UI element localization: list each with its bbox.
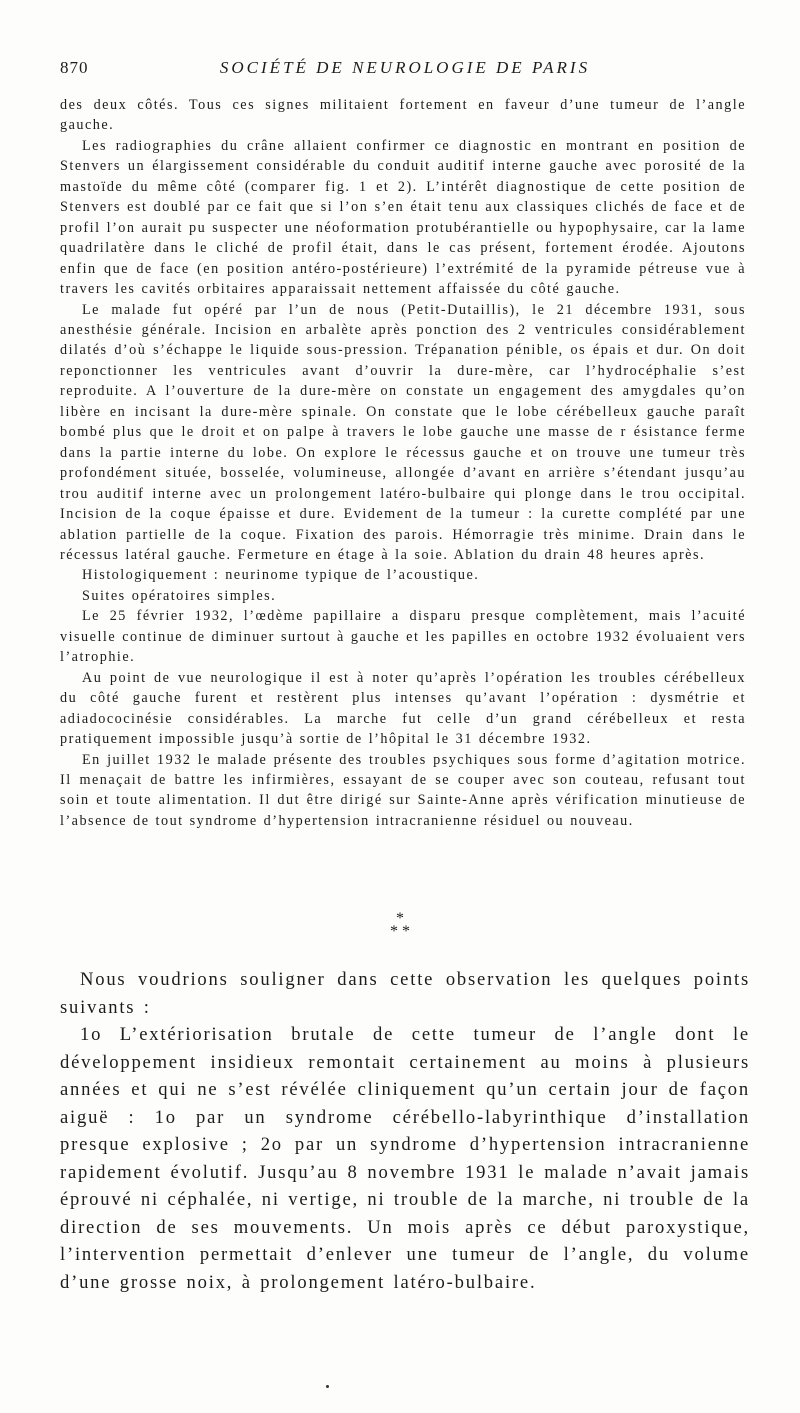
paragraph-intro: Nous voudrions souligner dans cette observation les quelques points suivants : <box>60 969 750 1018</box>
paragraph-operation: Le malade fut opéré par l’un de nous (Petit-Dutaillis), le 21 décembre 1931, sous anesthésie générale. Incision en arbalète après ponction des 2 ventricules considérablement dilatés d’où s’échappe le liquide sous-pression. Trépanation pénible, os épais et dur. On doit reponctionner les ventricules avant d’ouvrir la dure-mère, car l’hydrocéphalie s’est reproduite. A l’ouverture de la dure-mère on constate un engagement des amygdales qu’on libère en incisant la dure-mère spinale. On constate que le lobe cérébelleux gauche paraît bombé plus que le droit et on palpe à travers le lobe gauche une masse de r ésistance ferme dans la partie interne du lobe. On explore le récessus gauche et on trouve une tumeur très profondément située, bosselée, volumineuse, allongée d’avant en arrière s’étendant jusqu’au trou auditif interne avec un prolongement latéro-bulbaire qui plonge dans le trou occipital. Incision de la coque épaisse et dure. Evidement de la tumeur : la curette complété par une ablation partielle de la coque. Fixation des parois. Hémorragie très minime. Drain dans le récessus latéral gauche. Fermeture en étage à la soie. Ablation du drain 48 heures après. <box>60 301 746 563</box>
print-speck <box>326 1385 329 1388</box>
running-head <box>60 58 750 82</box>
page-number: 870 <box>60 58 89 77</box>
paragraph-february: Le 25 février 1932, l’œdème papillaire a disparu presque complètement, mais l’acuité visuelle continue de diminuer surtout à gauche et les papilles en octobre 1932 évoluaient vers l’atrophie. <box>60 608 746 666</box>
section-separator <box>370 912 430 938</box>
paragraph-continuation: des deux côtés. Tous ces signes militaient fortement en faveur d’une tumeur de l’angle gauche. <box>60 97 746 134</box>
separator-bottom-stars: * * <box>390 923 410 940</box>
case-observation <box>60 95 746 831</box>
separator-top-star: * <box>396 910 404 927</box>
paragraph-histology: Histologiquement : neurinome typique de l’acoustique. <box>82 567 480 584</box>
paragraph-neurological: Au point de vue neurologique il est à noter qu’après l’opération les troubles cérébelleux du côté gauche furent et restèrent plus intenses qu’avant l’opération : dysmétrie et adiadococinésie considérables. La marche fut celle d’un grand cérébelleux et resta pratiquement impossible jusqu’à sortie de l’hôpital le 31 décembre 1932. <box>60 669 746 748</box>
paragraph-july: En juillet 1932 le malade présente des troubles psychiques sous forme d’agitation motrice. Il menaçait de battre les infirmières, essayant de se couper avec son couteau, refusant tout soin et toute alimentation. Il dut être dirigé sur Sainte-Anne après vérification minutieuse de l’absence de tout syndrome d’hypertension intracranienne résiduel ou nouveau. <box>60 751 746 829</box>
discussion <box>60 966 750 1296</box>
journal-title: SOCIÉTÉ DE NEUROLOGIE DE PARIS <box>219 58 591 77</box>
paragraph-radiographies: Les radiographies du crâne allaient confirmer ce diagnostic en montrant en position de Stenvers un élargissement considérable du conduit auditif interne gauche avec porosité de la mastoïde du même côté (comparer fig. 1 et 2). L’intérêt diagnostique de cette position de Stenvers est doublé par ce fait que si l’on s’en était tenu aux classiques clichés de face et de profil l’on aurait pu suspecter une néoformation protubérantielle ou hypophysaire, car la lame quadrilatère dans le cliché de profil était, dans le cas présent, fortement érodée. Ajoutons enfin que de face (en position antéro-postérieure) l’extrémité de la pyramide pétreuse vue à travers les cavités orbitaires apparaissait nettement affaissée du côté gauche. <box>60 137 746 298</box>
paragraph-suites: Suites opératoires simples. <box>82 587 277 604</box>
paragraph-point-one: 1o L’extériorisation brutale de cette tumeur de l’angle dont le développement insidieux remontait certainement au moins à plusieurs années et qui ne s’est révélée cliniquement qu’un certain jour de façon aiguë : 1o par un syndrome cérébello-labyrinthique d’installation presque explosive ; 2o par un syndrome d’hypertension intracranienne rapidement évolutif. Jusqu’au 8 novembre 1931 le malade n’avait jamais éprouvé ni céphalée, ni vertige, ni trouble de la marche, ni trouble de la direction de ses mouvements. Un mois après ce début paroxystique, l’intervention permettait d’enlever une tumeur de l’angle, du volume d’une grosse noix, à prolongement latéro-bulbaire. <box>60 1024 750 1293</box>
